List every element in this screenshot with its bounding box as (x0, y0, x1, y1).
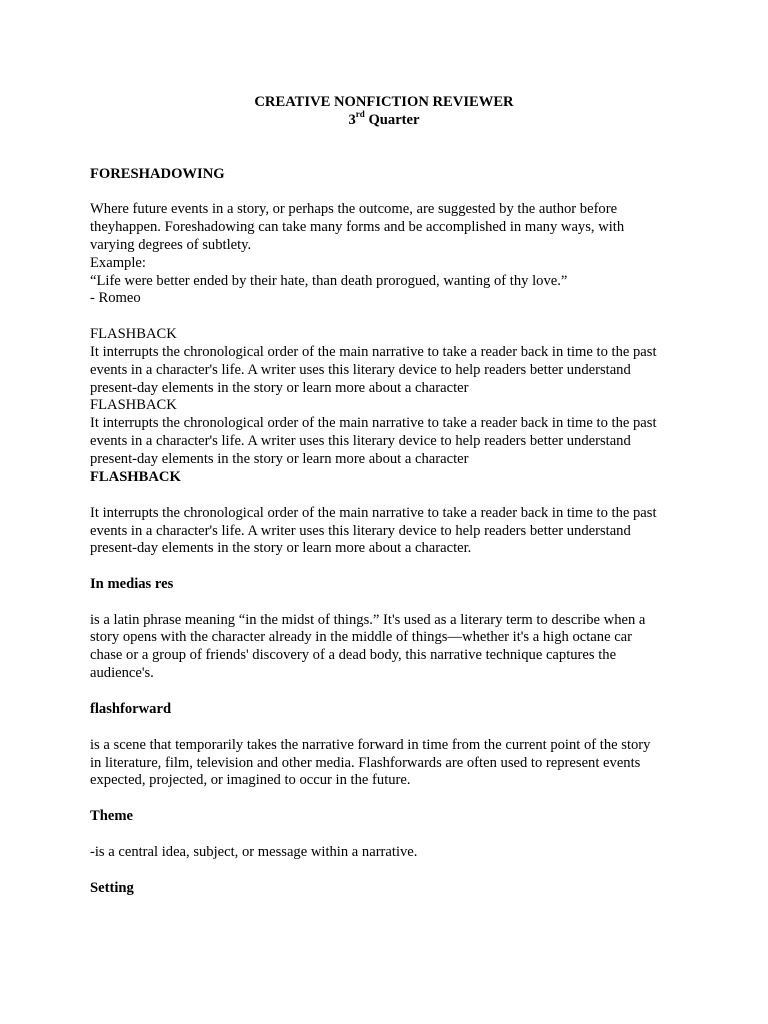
flashback-line: It interrupts the chronological order of the main narrative to take a reader back in time to the past (90, 344, 657, 360)
setting-heading: Setting (90, 880, 134, 896)
quarter-subtitle (0, 111, 768, 129)
foreshadowing-quote: “Life were better ended by their hate, than death prorogued, wanting of thy love.” (90, 273, 568, 289)
flashback-line: It interrupts the chronological order of the main narrative to take a reader back in time to the past (90, 505, 657, 521)
flashforward-line: is a scene that temporarily takes the narrative forward in time from the current point of the story (90, 737, 651, 753)
flashback-heading: FLASHBACK (90, 469, 181, 485)
in-medias-res-heading: In medias res (90, 576, 174, 592)
foreshadowing-line: varying degrees of subtlety. (90, 237, 252, 253)
document-title: CREATIVE NONFICTION REVIEWER (254, 94, 514, 110)
flashback-line: present-day elements in the story or learn more about a character (90, 380, 469, 396)
foreshadowing-line: Where future events in a story, or perhaps the outcome, are suggested by the author before (90, 201, 618, 217)
flashback-heading: FLASHBACK (90, 397, 177, 413)
flashforward-line: expected, projected, or imagined to occur in the future. (90, 772, 411, 788)
flashback-line: events in a character's life. A writer uses this literary device to help readers better understand (90, 523, 631, 539)
in-medias-res-line: story opens with the character already in the middle of things—whether it's a high octane car (90, 629, 633, 645)
flashforward-heading: flashforward (90, 701, 172, 717)
theme-heading: Theme (90, 808, 133, 824)
flashforward-line: in literature, film, television and other media. Flashforwards are often used to represent events (90, 755, 641, 771)
quarter-number: 3 (348, 112, 356, 128)
flashback-heading: FLASHBACK (90, 326, 177, 342)
foreshadowing-line: theyhappen. Foreshadowing can take many forms and be accomplished in many ways, with (90, 219, 625, 235)
foreshadowing-attribution: - Romeo (90, 290, 141, 306)
in-medias-res-line: chase or a group of friends' discovery of a dead body, this narrative technique captures the (90, 647, 617, 663)
foreshadowing-heading: FORESHADOWING (90, 166, 225, 182)
flashback-line: present-day elements in the story or learn more about a character (90, 451, 469, 467)
flashback-line: present-day elements in the story or learn more about a character. (90, 540, 472, 556)
quarter-label: Quarter (368, 112, 420, 128)
flashback-line: It interrupts the chronological order of the main narrative to take a reader back in time to the past (90, 415, 657, 431)
foreshadowing-example-label: Example: (90, 255, 146, 271)
flashback-line: events in a character's life. A writer uses this literary device to help readers better understand (90, 362, 631, 378)
in-medias-res-line: audience's. (90, 665, 154, 681)
theme-line: -is a central idea, subject, or message within a narrative. (90, 844, 418, 860)
in-medias-res-line: is a latin phrase meaning “in the midst of things.” It's used as a literary term to describe when a (90, 612, 646, 628)
flashback-line: events in a character's life. A writer uses this literary device to help readers better understand (90, 433, 631, 449)
quarter-suffix: rd (355, 109, 365, 120)
